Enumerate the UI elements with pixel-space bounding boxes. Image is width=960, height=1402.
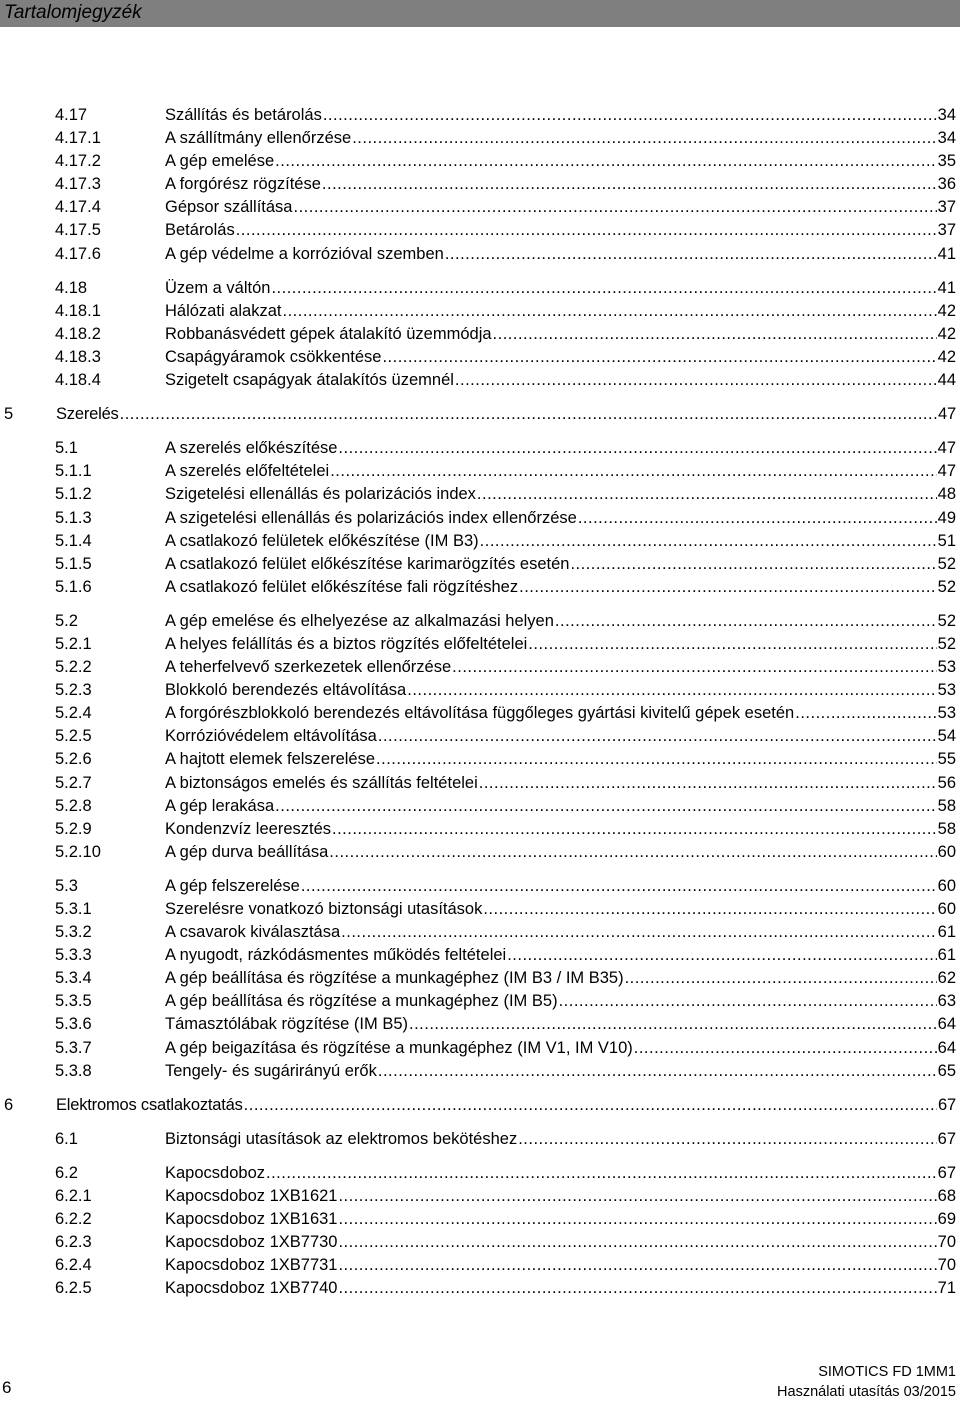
- toc-entry-page: 65: [937, 1061, 956, 1080]
- toc-entry[interactable]: [0, 1254, 960, 1277]
- toc-entry-title-line: [165, 725, 960, 748]
- toc-entry[interactable]: [0, 967, 960, 990]
- toc-entry-number: 5.2.1: [55, 634, 92, 653]
- dot-leader: [323, 104, 937, 127]
- toc-entry-number: 4.17: [55, 106, 88, 124]
- toc-entry-title: A csatlakozó felület előkészítése fali rögzítéshez: [165, 577, 519, 596]
- toc-entry-number: 5.1.2: [55, 485, 92, 504]
- dot-leader: [570, 553, 936, 576]
- toc-entry-number: 4.18.2: [55, 324, 101, 343]
- toc-entry-number: 5.2.6: [55, 750, 92, 769]
- toc-entry[interactable]: [0, 1094, 960, 1117]
- toc-entry[interactable]: [0, 1277, 960, 1300]
- toc-entry-title: Szállítás és betárolás: [165, 106, 322, 124]
- page-number: 6: [2, 1378, 12, 1397]
- toc-entry[interactable]: [0, 1013, 960, 1036]
- toc-entry-title: Kapocsdoboz: [165, 1163, 265, 1182]
- dot-leader: [330, 460, 936, 483]
- toc-entry-title-line: [165, 1231, 960, 1254]
- table-of-contents: [0, 104, 960, 1301]
- toc-entry-page: 52: [937, 611, 956, 630]
- page-title: Tartalomjegyzék: [4, 2, 142, 23]
- toc-entry-number: 5.1.5: [55, 554, 92, 573]
- product-name: SIMOTICS FD 1MM1: [818, 1364, 956, 1380]
- toc-entry[interactable]: [0, 530, 960, 553]
- dot-leader: [332, 818, 937, 841]
- toc-entry-number: 5.1.3: [55, 508, 92, 527]
- toc-entry-title-line: [165, 818, 960, 841]
- toc-entry-title: A csatlakozó felületek előkészítése (IM B3): [165, 531, 479, 550]
- dot-leader: [477, 483, 937, 506]
- toc-entry-title: A gép durva beállítása: [165, 842, 329, 861]
- toc-entry-title: Szigetelési ellenállás és polarizációs index: [165, 485, 476, 504]
- dot-leader: [322, 173, 937, 196]
- dot-leader: [578, 507, 937, 530]
- toc-entry-title: A gép beigazítása és rögzítése a munkagéphez (IM V1, IM V10): [165, 1038, 633, 1057]
- toc-entry-title-line: [165, 323, 960, 346]
- toc-entry-title-line: [165, 702, 960, 725]
- toc-entry-number: 4.18.4: [55, 371, 101, 390]
- toc-entry[interactable]: [0, 243, 960, 266]
- toc-entry[interactable]: [0, 656, 960, 679]
- toc-entry[interactable]: [0, 1037, 960, 1060]
- toc-entry-page: 60: [937, 900, 956, 918]
- toc-entry-title: A helyes felállítás és a biztos rögzítés előfeltételei: [165, 634, 528, 653]
- toc-entry-number: 5.2.2: [55, 658, 92, 677]
- toc-entry-title-line: [165, 656, 960, 679]
- dot-leader: [282, 300, 936, 323]
- dot-leader: [479, 772, 937, 795]
- toc-entry-number: 5.2.4: [55, 704, 92, 723]
- dot-leader: [352, 127, 936, 150]
- toc-entry[interactable]: [0, 277, 960, 300]
- dot-leader: [493, 323, 937, 346]
- toc-entry-title: A csavarok kiválasztása: [165, 923, 341, 942]
- toc-entry-number: 5.2.8: [55, 796, 92, 815]
- dot-leader: [378, 725, 937, 748]
- toc-entry[interactable]: [0, 403, 960, 426]
- toc-entry-number: 5.2.9: [55, 819, 92, 838]
- toc-entry-title: A gép beállítása és rögzítése a munkagéphez (IM B5): [165, 992, 558, 1011]
- toc-entry-title: Blokkoló berendezés eltávolítása: [165, 681, 407, 700]
- toc-entry-title-line: [56, 1094, 960, 1117]
- toc-entry[interactable]: [0, 173, 960, 196]
- toc-entry-title: A hajtott elemek felszerelése: [165, 750, 376, 769]
- toc-entry-number: 5.2.5: [55, 727, 92, 746]
- toc-entry[interactable]: [0, 748, 960, 771]
- toc-entry-title: A szigetelési ellenállás és polarizációs index ellenőrzése: [165, 508, 577, 527]
- toc-entry-title-line: [165, 610, 960, 633]
- toc-entry[interactable]: [0, 841, 960, 864]
- toc-entry-page: 47: [937, 439, 956, 458]
- dot-leader: [329, 841, 936, 864]
- toc-entry-title: Kapocsdoboz 1XB7731: [165, 1256, 338, 1275]
- toc-entry-page: 51: [937, 531, 956, 550]
- toc-entry-title: Kondenzvíz leeresztés: [165, 819, 332, 838]
- dot-leader: [338, 437, 936, 460]
- toc-entry-number: 5.1.1: [55, 462, 92, 481]
- toc-entry-number: 5.3.1: [55, 900, 92, 918]
- toc-entry-title-line: [165, 196, 960, 219]
- toc-entry-page: 42: [937, 324, 956, 343]
- toc-entry[interactable]: [0, 346, 960, 369]
- toc-entry-title-line: [165, 772, 960, 795]
- toc-entry-page: 55: [937, 750, 956, 769]
- toc-entry[interactable]: [0, 944, 960, 967]
- dot-leader: [483, 898, 936, 921]
- toc-entry-number: 5.1.4: [55, 531, 92, 550]
- dot-leader: [634, 1037, 937, 1060]
- toc-entry[interactable]: [0, 507, 960, 530]
- toc-entry-title: Biztonsági utasítások az elektromos bekötéshez: [165, 1129, 518, 1148]
- dot-leader: [445, 243, 937, 266]
- toc-entry-page: 70: [937, 1256, 956, 1275]
- toc-entry[interactable]: [0, 898, 960, 921]
- dot-leader: [338, 1185, 936, 1208]
- toc-entry-page: 67: [937, 1129, 956, 1148]
- toc-entry-page: 69: [937, 1210, 956, 1229]
- toc-entry-number: 4.17.5: [55, 221, 101, 240]
- toc-entry-number: 6.2.3: [55, 1233, 92, 1252]
- toc-entry-title: A nyugodt, rázkódásmentes működés feltételei: [165, 946, 507, 965]
- toc-entry-title-line: [165, 1185, 960, 1208]
- toc-entry-number: 5.3.6: [55, 1015, 92, 1034]
- toc-entry[interactable]: [0, 437, 960, 460]
- toc-entry-title: A szerelés előkészítése: [165, 439, 338, 458]
- dot-leader: [518, 1128, 936, 1151]
- toc-entry-title-line: [165, 127, 960, 150]
- toc-entry-number: 4.17.4: [55, 198, 101, 217]
- toc-entry-page: 61: [937, 946, 956, 965]
- toc-entry-number: 4.17.2: [55, 152, 101, 171]
- toc-entry-title-line: [165, 243, 960, 266]
- toc-entry[interactable]: [0, 1208, 960, 1231]
- toc-entry[interactable]: [0, 196, 960, 219]
- toc-entry[interactable]: [0, 610, 960, 633]
- footer-product-info: [777, 1362, 956, 1402]
- toc-entry[interactable]: [0, 323, 960, 346]
- dot-leader: [378, 1060, 937, 1083]
- dot-leader: [555, 610, 937, 633]
- toc-entry-number: 5.2: [55, 611, 78, 630]
- toc-entry-title-line: [165, 300, 960, 323]
- dot-leader: [338, 1254, 936, 1277]
- manual-edition: Használati utasítás 03/2015: [777, 1384, 956, 1400]
- toc-entry-number: 5.2.7: [55, 773, 92, 792]
- toc-entry-title-line: [165, 346, 960, 369]
- toc-entry-title-line: [165, 944, 960, 967]
- toc-entry-page: 70: [937, 1233, 956, 1252]
- dot-leader: [271, 277, 936, 300]
- toc-entry[interactable]: [0, 1231, 960, 1254]
- toc-entry-title-line: [165, 219, 960, 242]
- toc-entry-title-line: [165, 841, 960, 864]
- toc-entry-page: 64: [937, 1038, 956, 1057]
- toc-entry-title: Hálózati alakzat: [165, 301, 282, 320]
- toc-entry-title: A gép emelése és elhelyezése az alkalmazási helyen: [165, 611, 554, 630]
- toc-entry-page: 62: [937, 969, 956, 988]
- toc-entry[interactable]: [0, 1060, 960, 1083]
- toc-entry-title-line: [165, 437, 960, 460]
- toc-entry-title-line: [165, 1277, 960, 1300]
- toc-entry-title: Elektromos csatlakoztatás: [56, 1095, 243, 1114]
- toc-entry-page: 61: [937, 923, 956, 942]
- toc-entry-title: A gép emelése: [165, 152, 275, 171]
- dot-leader: [338, 1277, 936, 1300]
- toc-entry-number: 6.2.4: [55, 1256, 92, 1275]
- toc-entry-title-line: [165, 1060, 960, 1083]
- toc-entry-title: Szigetelt csapágyak átalakítós üzemnél: [165, 371, 454, 390]
- toc-entry-page: 60: [937, 876, 956, 895]
- toc-entry-page: 34: [937, 106, 956, 124]
- toc-entry-page: 53: [937, 658, 956, 677]
- toc-entry-page: 54: [937, 727, 956, 746]
- dot-leader: [293, 196, 936, 219]
- toc-entry-title: Szerelésre vonatkozó biztonsági utasítások: [165, 900, 483, 918]
- toc-entry-title: Robbanásvédett gépek átalakító üzemmódja: [165, 324, 492, 343]
- toc-entry-title-line: [165, 875, 960, 898]
- dot-leader: [519, 576, 937, 599]
- toc-entry-number: 5.3.7: [55, 1038, 92, 1057]
- toc-entry-title-line: [165, 748, 960, 771]
- toc-entry-title: A forgórész rögzítése: [165, 175, 321, 194]
- toc-entry-title-line: [165, 1208, 960, 1231]
- toc-entry-page: 49: [937, 508, 956, 527]
- toc-entry[interactable]: [0, 150, 960, 173]
- dot-leader: [244, 1094, 937, 1117]
- dot-leader: [480, 530, 937, 553]
- dot-leader: [275, 795, 936, 818]
- toc-entry-title: A szerelés előfeltételei: [165, 462, 330, 481]
- toc-entry-page: 71: [937, 1279, 956, 1298]
- dot-leader: [455, 369, 937, 392]
- toc-entry-number: 5.1: [55, 439, 78, 458]
- toc-entry-title: Üzem a váltón: [165, 278, 271, 297]
- toc-entry-title-line: [165, 1162, 960, 1185]
- toc-entry-number: 4.18: [55, 278, 88, 297]
- toc-entry-title: Támasztólábak rögzítése (IM B5): [165, 1015, 409, 1034]
- toc-entry-number: 5.3.3: [55, 946, 92, 965]
- toc-entry[interactable]: [0, 921, 960, 944]
- toc-entry-title: Korrózióvédelem eltávolítása: [165, 727, 377, 746]
- dot-leader: [528, 633, 936, 656]
- toc-entry[interactable]: [0, 818, 960, 841]
- toc-entry[interactable]: [0, 1128, 960, 1151]
- toc-entry-title-line: [165, 460, 960, 483]
- dot-leader: [338, 1208, 936, 1231]
- toc-entry-page: 41: [937, 244, 956, 263]
- toc-entry-title-line: [165, 990, 960, 1013]
- toc-entry-page: 53: [937, 681, 956, 700]
- toc-entry[interactable]: [0, 576, 960, 599]
- toc-entry-number: 4.18.1: [55, 301, 101, 320]
- toc-entry[interactable]: [0, 460, 960, 483]
- toc-entry-number: 6: [4, 1095, 13, 1114]
- toc-entry-title: A gép felszerelése: [165, 876, 300, 895]
- dot-leader: [795, 702, 936, 725]
- toc-entry-number: 6.2.2: [55, 1210, 92, 1229]
- toc-entry[interactable]: [0, 104, 960, 127]
- toc-entry-number: 5.1.6: [55, 577, 92, 596]
- dot-leader: [507, 944, 936, 967]
- toc-entry-page: 35: [937, 152, 956, 171]
- toc-entry[interactable]: [0, 553, 960, 576]
- dot-leader: [452, 656, 936, 679]
- dot-leader: [266, 1162, 937, 1185]
- toc-entry-title: A forgórészblokkoló berendezés eltávolítása függőleges gyártási kivitelű gépek esetén: [165, 704, 795, 723]
- toc-entry-number: 6.2.5: [55, 1279, 92, 1298]
- dot-leader: [625, 967, 937, 990]
- toc-entry[interactable]: [0, 127, 960, 150]
- toc-entry-number: 5.3.8: [55, 1061, 92, 1080]
- toc-entry-number: 5.3.4: [55, 969, 92, 988]
- toc-entry-page: 37: [937, 221, 956, 240]
- toc-entry-page: 68: [937, 1187, 956, 1206]
- toc-entry-title-line: [165, 898, 960, 921]
- toc-entry[interactable]: [0, 1185, 960, 1208]
- toc-entry-page: 47: [938, 405, 956, 424]
- toc-entry[interactable]: [0, 795, 960, 818]
- toc-entry[interactable]: [0, 772, 960, 795]
- toc-entry[interactable]: [0, 219, 960, 242]
- toc-entry-number: 5.3.5: [55, 992, 92, 1011]
- toc-entry-page: 56: [937, 773, 956, 792]
- toc-entry[interactable]: [0, 679, 960, 702]
- toc-entry-number: 6.1: [55, 1129, 78, 1148]
- toc-entry-title-line: [165, 1013, 960, 1036]
- toc-entry[interactable]: [0, 725, 960, 748]
- toc-entry[interactable]: [0, 702, 960, 725]
- toc-entry-title: Betárolás: [165, 221, 235, 240]
- toc-entry-page: 52: [937, 577, 956, 596]
- toc-entry-title: Csapágyáramok csökkentése: [165, 347, 382, 366]
- dot-leader: [275, 150, 936, 173]
- toc-entry-title: A gép beállítása és rögzítése a munkagéphez (IM B3 / IM B35): [165, 969, 624, 988]
- header-bar: [0, 0, 960, 27]
- toc-entry-title-line: [165, 967, 960, 990]
- toc-entry-page: 58: [937, 819, 956, 838]
- toc-entry-page: 47: [937, 462, 956, 481]
- toc-entry-page: 52: [937, 554, 956, 573]
- toc-entry[interactable]: [0, 990, 960, 1013]
- toc-entry-page: 42: [937, 301, 956, 320]
- dot-leader: [341, 921, 936, 944]
- toc-entry-title: Tengely- és sugárirányú erők: [165, 1061, 377, 1080]
- toc-entry-title-line: [165, 530, 960, 553]
- toc-entry-page: 37: [937, 198, 956, 217]
- toc-entry-title-line: [165, 679, 960, 702]
- toc-entry-title-line: [165, 483, 960, 506]
- dot-leader: [376, 748, 937, 771]
- toc-entry-title: A biztonságos emelés és szállítás feltételei: [165, 773, 478, 792]
- toc-entry-title: Kapocsdoboz 1XB7730: [165, 1233, 338, 1252]
- toc-entry-page: 58: [937, 796, 956, 815]
- toc-entry-number: 6.2: [55, 1163, 78, 1182]
- toc-entry-page: 41: [937, 278, 956, 297]
- dot-leader: [382, 346, 936, 369]
- toc-entry-title-line: [165, 1128, 960, 1151]
- toc-entry-page: 64: [937, 1015, 956, 1034]
- toc-entry-title-line: [165, 576, 960, 599]
- toc-entry-title-line: [165, 795, 960, 818]
- toc-entry-page: 67: [937, 1163, 956, 1182]
- dot-leader: [559, 990, 937, 1013]
- toc-entry-page: 67: [938, 1095, 956, 1114]
- toc-entry-number: 5.2.3: [55, 681, 92, 700]
- toc-entry-title: A szállítmány ellenőrzése: [165, 129, 352, 148]
- toc-entry-title: Kapocsdoboz 1XB1631: [165, 1210, 338, 1229]
- toc-entry-title: Kapocsdoboz 1XB7740: [165, 1279, 338, 1298]
- toc-entry-title-line: [165, 921, 960, 944]
- toc-entry[interactable]: [0, 633, 960, 656]
- toc-entry[interactable]: [0, 483, 960, 506]
- toc-entry-title: Szerelés: [56, 405, 119, 424]
- toc-entry-page: 48: [937, 485, 956, 504]
- toc-entry-title: Kapocsdoboz 1XB1621: [165, 1187, 338, 1206]
- toc-entry-title: A gép védelme a korrózióval szemben: [165, 244, 444, 263]
- toc-entry-title-line: [56, 403, 960, 426]
- toc-entry-page: 52: [937, 634, 956, 653]
- toc-entry-number: 4.17.6: [55, 244, 101, 263]
- toc-entry[interactable]: [0, 875, 960, 898]
- toc-entry-title-line: [165, 173, 960, 196]
- toc-entry-title-line: [165, 104, 960, 127]
- dot-leader: [407, 679, 936, 702]
- toc-entry-title: A csatlakozó felület előkészítése karimarögzítés esetén: [165, 554, 570, 573]
- toc-entry[interactable]: [0, 369, 960, 392]
- toc-entry[interactable]: [0, 300, 960, 323]
- toc-entry[interactable]: [0, 1162, 960, 1185]
- toc-entry-number: 5.3: [55, 876, 78, 895]
- toc-entry-title-line: [165, 507, 960, 530]
- toc-entry-title-line: [165, 1254, 960, 1277]
- toc-entry-page: 34: [937, 129, 956, 148]
- toc-entry-number: 4.17.3: [55, 175, 101, 194]
- toc-entry-page: 44: [937, 371, 956, 390]
- toc-entry-number: 4.18.3: [55, 347, 101, 366]
- dot-leader: [338, 1231, 936, 1254]
- dot-leader: [301, 875, 937, 898]
- toc-entry-page: 63: [937, 992, 956, 1011]
- dot-leader: [120, 403, 937, 426]
- toc-entry-number: 4.17.1: [55, 129, 101, 148]
- toc-entry-page: 42: [937, 347, 956, 366]
- toc-entry-page: 53: [937, 704, 956, 723]
- toc-entry-title-line: [165, 277, 960, 300]
- dot-leader: [236, 219, 937, 242]
- toc-entry-title: A teherfelvevő szerkezetek ellenőrzése: [165, 658, 452, 677]
- toc-entry-page: 36: [937, 175, 956, 194]
- toc-entry-title-line: [165, 1037, 960, 1060]
- toc-entry-title-line: [165, 553, 960, 576]
- toc-entry-title: A gép lerakása: [165, 796, 275, 815]
- toc-entry-number: 5.2.10: [55, 842, 101, 861]
- toc-entry-number: 5.3.2: [55, 923, 92, 942]
- toc-entry-title-line: [165, 633, 960, 656]
- toc-entry-page: 60: [937, 842, 956, 861]
- toc-entry-title-line: [165, 369, 960, 392]
- toc-entry-number: 6.2.1: [55, 1187, 92, 1206]
- dot-leader: [409, 1013, 937, 1036]
- toc-entry-title-line: [165, 150, 960, 173]
- toc-entry-number: 5: [4, 405, 13, 424]
- toc-entry-title: Gépsor szállítása: [165, 198, 293, 217]
